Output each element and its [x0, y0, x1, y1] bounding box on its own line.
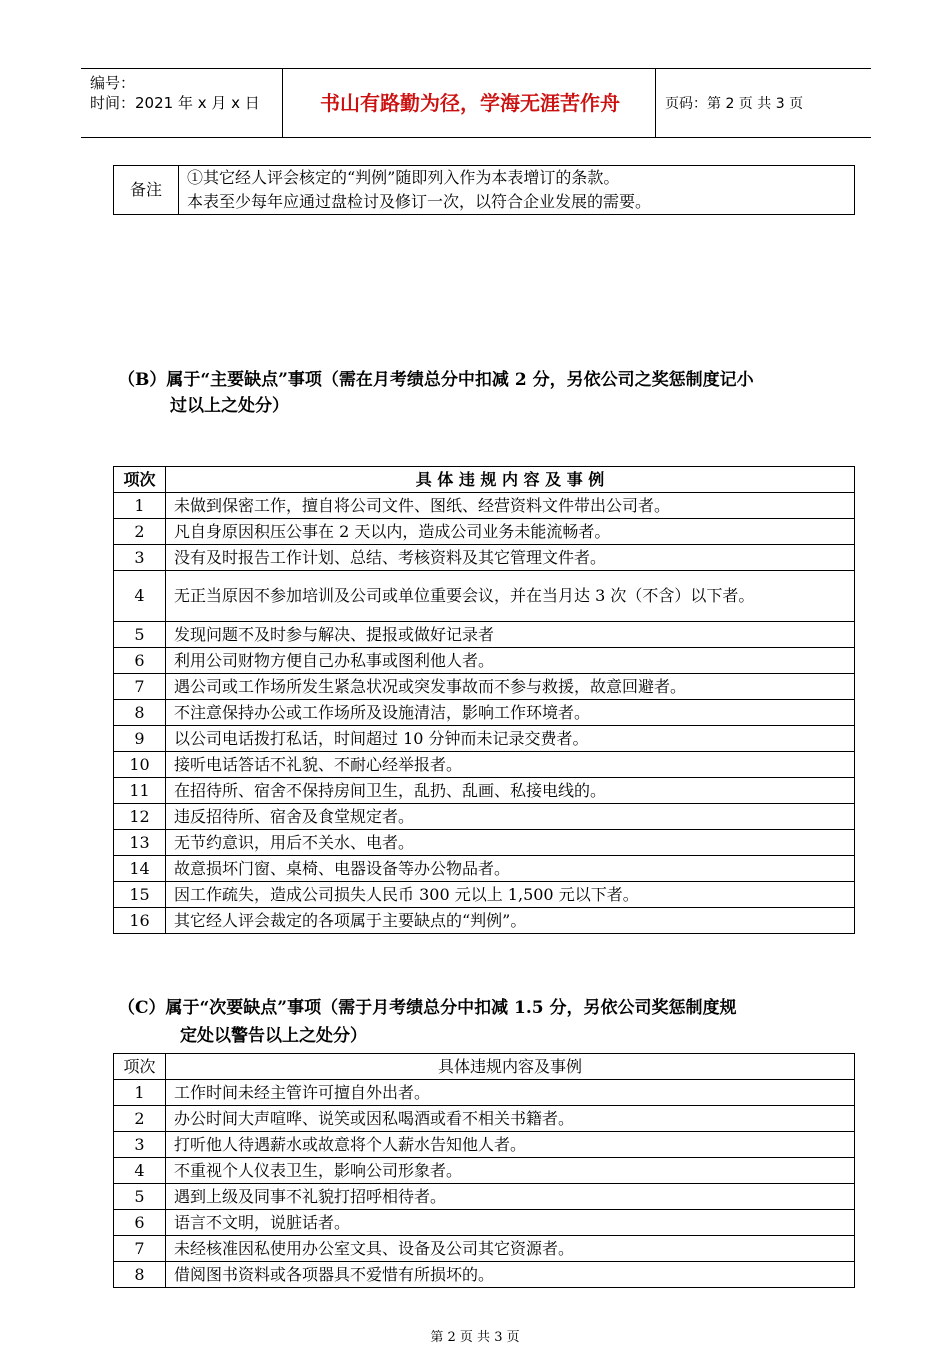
row-content: 在招待所、宿舍不保持房间卫生，乱扔、乱画、私接电线的。: [166, 778, 855, 804]
table-row: [114, 545, 855, 571]
row-content: 无正当原因不参加培训及公司或单位重要会议，并在当月达 3 次（不含）以下者。: [166, 571, 855, 622]
row-content: 没有及时报告工作计划、总结、考核资料及其它管理文件者。: [166, 545, 855, 571]
column-header-content: 具 体 违 规 内 容 及 事 例: [166, 467, 855, 493]
row-number: 5: [114, 1184, 166, 1210]
row-content: 遇公司或工作场所发生紧急状况或突发事故而不参与救援，故意回避者。: [166, 674, 855, 700]
row-number: 13: [114, 830, 166, 856]
section-b-title-line-1: （B）属于“主要缺点”事项（需在月考绩总分中扣减 2 分，另依公司之奖惩制度记小: [118, 370, 754, 390]
page-footer: 第 2 页 共 3 页: [430, 1330, 520, 1345]
section-b-title-line-2: 过以上之处分）: [170, 396, 289, 416]
row-number: 15: [114, 882, 166, 908]
row-content: 未做到保密工作，擅自将公司文件、图纸、经营资料文件带出公司者。: [166, 493, 855, 519]
table-row: [114, 1158, 855, 1184]
remarks-content: [179, 166, 855, 215]
table-row: [114, 622, 855, 648]
row-number: 8: [114, 700, 166, 726]
row-number: 4: [114, 571, 166, 622]
column-header-number: 项次: [114, 467, 166, 493]
header-divider-right: [655, 69, 656, 137]
row-content: 凡自身原因积压公事在 2 天以内，造成公司业务未能流畅者。: [166, 519, 855, 545]
section-c-title: [118, 992, 848, 1048]
row-content: 办公时间大声喧哗、说笑或因私喝酒或看不相关书籍者。: [166, 1106, 855, 1132]
row-number: 7: [114, 1236, 166, 1262]
row-number: 16: [114, 908, 166, 934]
header-motto: 书山有路勤为径，学海无涯苦作舟: [320, 91, 620, 115]
table-row: [114, 1132, 855, 1158]
row-content: 发现问题不及时参与解决、提报或做好记录者: [166, 622, 855, 648]
row-number: 5: [114, 622, 166, 648]
row-number: 7: [114, 674, 166, 700]
table-row: [114, 519, 855, 545]
row-number: 14: [114, 856, 166, 882]
row-content: 利用公司财物方便自己办私事或图利他人者。: [166, 648, 855, 674]
row-content: 接听电话答话不礼貌、不耐心经举报者。: [166, 752, 855, 778]
row-content: 以公司电话拨打私话，时间超过 10 分钟而未记录交费者。: [166, 726, 855, 752]
row-number: 2: [114, 1106, 166, 1132]
row-number: 8: [114, 1262, 166, 1288]
section-c-table: [113, 1053, 855, 1288]
table-row: [114, 1236, 855, 1262]
column-header-number: 项次: [114, 1054, 166, 1080]
table-row: [114, 752, 855, 778]
table-row: [114, 856, 855, 882]
remarks-row: [114, 166, 855, 215]
table-row: [114, 1184, 855, 1210]
row-number: 3: [114, 545, 166, 571]
doc-time-label: 时间：2021 年 x 月 x 日: [90, 94, 260, 112]
header-meta: [90, 73, 260, 113]
table-row: [114, 778, 855, 804]
table-row: [114, 908, 855, 934]
table-row: [114, 882, 855, 908]
row-number: 4: [114, 1158, 166, 1184]
row-number: 1: [114, 1080, 166, 1106]
doc-number-label: 编号：: [90, 74, 136, 92]
table-row: [114, 804, 855, 830]
row-content: 遇到上级及同事不礼貌打招呼相待者。: [166, 1184, 855, 1210]
page-header: [81, 68, 871, 138]
table-row: [114, 830, 855, 856]
row-number: 9: [114, 726, 166, 752]
table-row: [114, 648, 855, 674]
table-row: [114, 1080, 855, 1106]
remarks-table: [113, 165, 855, 215]
header-page-info: 页码：第 2 页 共 3 页: [665, 96, 804, 112]
table-row: [114, 571, 855, 622]
section-b-table: [113, 466, 855, 934]
table-row: [114, 1262, 855, 1288]
table-row: [114, 674, 855, 700]
row-content: 违反招待所、宿舍及食堂规定者。: [166, 804, 855, 830]
section-c-title-line-1: （C）属于“次要缺点”事项（需于月考绩总分中扣减 1.5 分，另依公司奖惩制度规: [118, 998, 737, 1018]
row-number: 6: [114, 1210, 166, 1236]
row-number: 6: [114, 648, 166, 674]
table-row: [114, 700, 855, 726]
row-content: 未经核准因私使用办公室文具、设备及公司其它资源者。: [166, 1236, 855, 1262]
row-number: 11: [114, 778, 166, 804]
row-content: 语言不文明，说脏话者。: [166, 1210, 855, 1236]
row-content: 打听他人待遇薪水或故意将个人薪水告知他人者。: [166, 1132, 855, 1158]
row-content: 因工作疏失，造成公司损失人民币 300 元以上 1,500 元以下者。: [166, 882, 855, 908]
row-number: 1: [114, 493, 166, 519]
row-number: 2: [114, 519, 166, 545]
remarks-line-1: ①其它经人评会核定的“判例”随即列入作为本表增订的条款。: [187, 168, 620, 187]
table-row: [114, 1210, 855, 1236]
section-b-title: [118, 367, 848, 419]
table-header-row: [114, 1054, 855, 1080]
row-content: 不注意保持办公或工作场所及设施清洁，影响工作环境者。: [166, 700, 855, 726]
row-content: 借阅图书资料或各项器具不爱惜有所损坏的。: [166, 1262, 855, 1288]
row-number: 12: [114, 804, 166, 830]
row-content: 故意损坏门窗、桌椅、电器设备等办公物品者。: [166, 856, 855, 882]
header-divider-left: [282, 69, 283, 137]
table-header-row: [114, 467, 855, 493]
column-header-content: 具体违规内容及事例: [166, 1054, 855, 1080]
table-row: [114, 726, 855, 752]
row-content: 不重视个人仪表卫生，影响公司形象者。: [166, 1158, 855, 1184]
table-row: [114, 1106, 855, 1132]
remarks-label: 备注: [114, 166, 179, 215]
table-row: [114, 493, 855, 519]
section-c-title-line-2: 定处以警告以上之处分）: [180, 1026, 367, 1046]
row-number: 3: [114, 1132, 166, 1158]
remarks-line-2: 本表至少每年应通过盘检讨及修订一次，以符合企业发展的需要。: [187, 192, 652, 211]
row-content: 无节约意识，用后不关水、电者。: [166, 830, 855, 856]
row-content: 其它经人评会裁定的各项属于主要缺点的“判例”。: [166, 908, 855, 934]
row-number: 10: [114, 752, 166, 778]
row-content: 工作时间未经主管许可擅自外出者。: [166, 1080, 855, 1106]
